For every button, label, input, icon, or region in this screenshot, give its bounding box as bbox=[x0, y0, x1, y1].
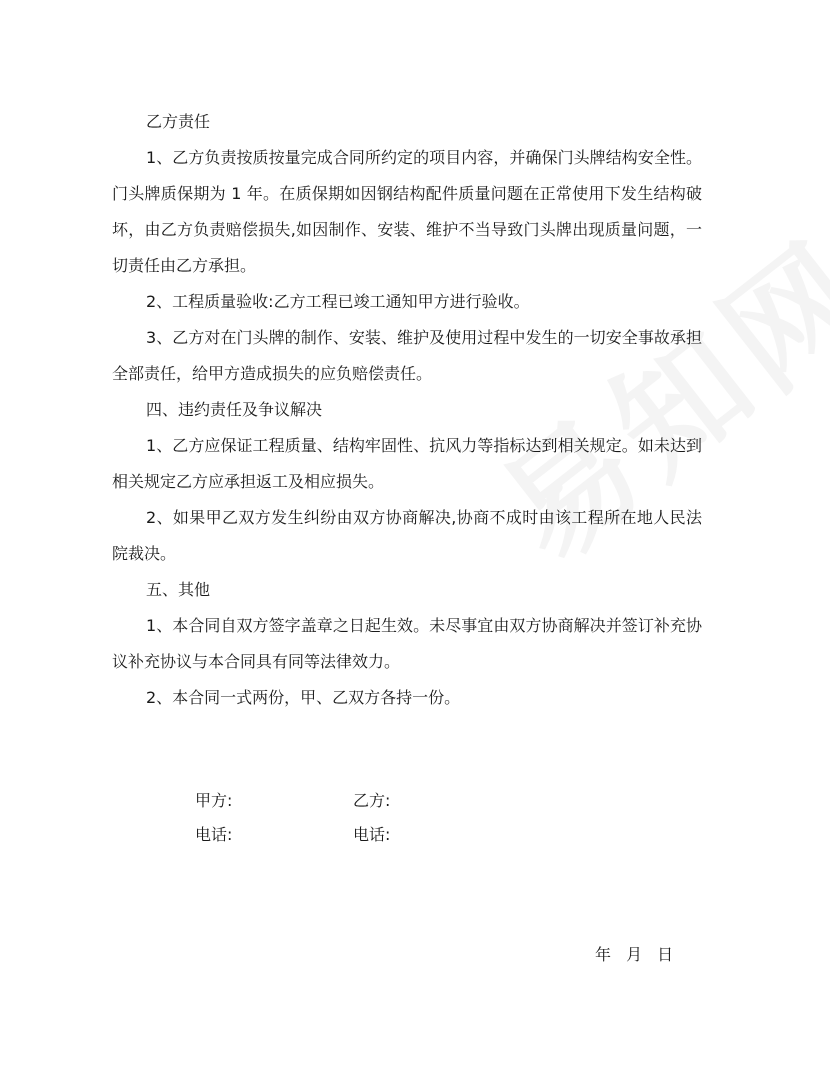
phone-a-label: 电话: bbox=[195, 825, 233, 844]
contract-body bbox=[112, 104, 702, 716]
signing-date: 年 月 日 bbox=[595, 945, 674, 964]
clause-paragraph: 3、乙方对在门头牌的制作、安装、维护及使用过程中发生的一切安全事故承担全部责任，给甲方造成损失的应负赔偿责任。 bbox=[112, 328, 702, 383]
party-a-label: 甲方: bbox=[195, 791, 233, 810]
section-heading-other: 五、其他 bbox=[146, 580, 211, 599]
clause-paragraph: 2、工程质量验收:乙方工程已竣工通知甲方进行验收。 bbox=[146, 292, 530, 311]
clause-paragraph: 1、乙方应保证工程质量、结构牢固性、抗风力等指标达到相关规定。如未达到相关规定乙方应承担返工及相应损失。 bbox=[112, 436, 702, 491]
clause-paragraph: 1、乙方负责按质按量完成合同所约定的项目内容，并确保门头牌结构安全性。门头牌质保期为 1 年。在质保期如因钢结构配件质量问题在正常使用下发生结构破坏，由乙方负责赔偿损失,如因制作、安装、维护不当导致门头牌出现质量问题，一切责任由乙方承担。 bbox=[112, 148, 702, 275]
clause-paragraph: 2、如果甲乙双方发生纠纷由双方协商解决,协商不成时由该工程所在地人民法院裁决。 bbox=[112, 508, 702, 563]
section-heading-party-b-responsibility: 乙方责任 bbox=[146, 112, 211, 131]
phone-b-label: 电话: bbox=[353, 825, 391, 844]
section-heading-breach: 四、违约责任及争议解决 bbox=[146, 400, 323, 419]
clause-paragraph: 1、本合同自双方签字盖章之日起生效。未尽事宜由双方协商解决并签订补充协议补充协议与本合同具有同等法律效力。 bbox=[112, 616, 702, 671]
clause-paragraph: 2、本合同一式两份，甲、乙双方各持一份。 bbox=[146, 688, 461, 707]
party-b-label: 乙方: bbox=[353, 791, 391, 810]
